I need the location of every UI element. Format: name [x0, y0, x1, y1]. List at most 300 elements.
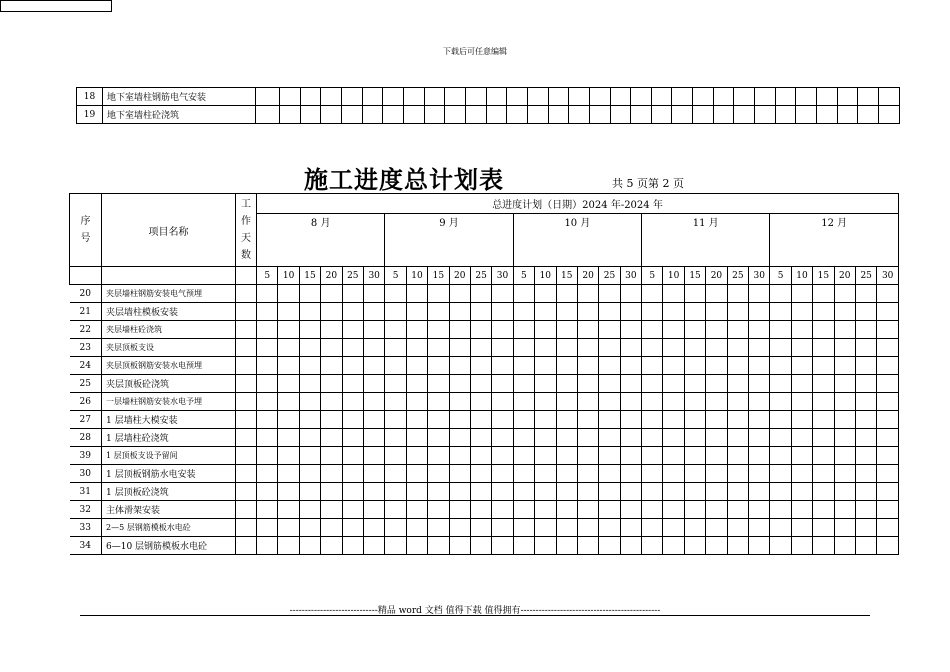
- gantt-cell: [813, 303, 834, 321]
- gantt-cell: [257, 303, 278, 321]
- gantt-cell: [406, 339, 427, 357]
- gantt-cell: [770, 519, 791, 537]
- gantt-cell: [342, 447, 363, 465]
- gantt-cell: [642, 537, 663, 555]
- gantt-cell: [577, 375, 598, 393]
- table-row: [70, 411, 899, 429]
- gantt-cell: [813, 411, 834, 429]
- gantt-cell: [321, 411, 342, 429]
- gantt-cell: [749, 465, 770, 483]
- table-row: [70, 285, 899, 303]
- gantt-cell: [877, 429, 899, 447]
- gantt-cell: [672, 106, 693, 124]
- gantt-cell: [663, 285, 684, 303]
- gantt-cell: [280, 88, 301, 106]
- gantt-cell: [362, 106, 383, 124]
- gantt-cell: [642, 339, 663, 357]
- gantt-cell: [727, 285, 748, 303]
- gantt-cell: [642, 321, 663, 339]
- gantt-cell: [383, 88, 404, 106]
- gantt-cell: [663, 519, 684, 537]
- month-header: 8 月: [257, 214, 385, 267]
- gantt-cell: [535, 483, 556, 501]
- row-number: 26: [70, 393, 102, 411]
- gantt-cell: [620, 501, 641, 519]
- gantt-cell: [428, 519, 449, 537]
- gantt-cell: [299, 483, 320, 501]
- gantt-cell: [791, 501, 812, 519]
- gantt-cell: [813, 447, 834, 465]
- carry-row: [77, 106, 900, 124]
- gantt-cell: [492, 465, 513, 483]
- gantt-cell: [834, 285, 855, 303]
- gantt-cell: [663, 465, 684, 483]
- gantt-cell: [278, 375, 299, 393]
- gantt-cell: [855, 483, 876, 501]
- gantt-cell: [577, 285, 598, 303]
- gantt-cell: [299, 393, 320, 411]
- gantt-cell: [684, 357, 705, 375]
- day-tick: 20: [834, 267, 855, 285]
- gantt-cell: [855, 393, 876, 411]
- gantt-cell: [363, 321, 384, 339]
- gantt-cell: [663, 447, 684, 465]
- page-info: 共 5 页第 2 页: [612, 177, 684, 190]
- header-note: 下载后可任意编辑: [443, 47, 507, 56]
- gantt-cell: [513, 375, 534, 393]
- gantt-cell: [855, 501, 876, 519]
- gantt-cell: [770, 429, 791, 447]
- gantt-cell: [257, 375, 278, 393]
- day-tick: 15: [299, 267, 320, 285]
- gantt-cell: [727, 357, 748, 375]
- gantt-cell: [791, 519, 812, 537]
- gantt-cell: [470, 483, 491, 501]
- gantt-cell: [599, 447, 620, 465]
- gantt-cell: [257, 429, 278, 447]
- gantt-cell: [299, 501, 320, 519]
- gantt-cell: [406, 321, 427, 339]
- gantt-cell: [278, 411, 299, 429]
- gantt-cell: [513, 501, 534, 519]
- gantt-cell: [684, 537, 705, 555]
- gantt-cell: [713, 88, 734, 106]
- gantt-cell: [321, 429, 342, 447]
- gantt-cell: [834, 501, 855, 519]
- gantt-cell: [834, 339, 855, 357]
- gantt-cell: [684, 285, 705, 303]
- gantt-cell: [706, 375, 727, 393]
- gantt-cell: [791, 411, 812, 429]
- gantt-cell: [791, 483, 812, 501]
- gantt-cell: [363, 537, 384, 555]
- gantt-cell: [556, 339, 577, 357]
- gantt-cell: [834, 465, 855, 483]
- gantt-cell: [342, 501, 363, 519]
- day-tick: 20: [706, 267, 727, 285]
- gantt-cell: [727, 483, 748, 501]
- gantt-cell: [813, 321, 834, 339]
- gantt-cell: [465, 106, 486, 124]
- gantt-cell: [813, 519, 834, 537]
- gantt-cell: [791, 537, 812, 555]
- gantt-cell: [877, 465, 899, 483]
- row-number: 20: [70, 285, 102, 303]
- gantt-cell: [556, 501, 577, 519]
- month-header: 10 月: [513, 214, 641, 267]
- gantt-cell: [278, 447, 299, 465]
- gantt-cell: [299, 357, 320, 375]
- gantt-cell: [770, 303, 791, 321]
- gantt-cell: [257, 357, 278, 375]
- gantt-cell: [642, 303, 663, 321]
- gantt-cell: [321, 519, 342, 537]
- gantt-cell: [342, 483, 363, 501]
- gantt-cell: [855, 519, 876, 537]
- gantt-cell: [449, 519, 470, 537]
- gantt-cell: [706, 501, 727, 519]
- gantt-cell: [385, 357, 406, 375]
- carry-over-table: [76, 87, 900, 124]
- gantt-cell: [620, 411, 641, 429]
- gantt-cell: [663, 357, 684, 375]
- row-number: 28: [70, 429, 102, 447]
- gantt-cell: [556, 393, 577, 411]
- gantt-cell: [631, 106, 652, 124]
- gantt-cell: [257, 393, 278, 411]
- day-tick: 25: [855, 267, 876, 285]
- row-number: 19: [77, 106, 103, 124]
- gantt-cell: [513, 285, 534, 303]
- day-tick: 10: [791, 267, 812, 285]
- gantt-cell: [749, 285, 770, 303]
- gantt-cell: [684, 483, 705, 501]
- gantt-cell: [449, 537, 470, 555]
- schedule-table: [69, 193, 899, 555]
- work-days-cell: [236, 303, 257, 321]
- gantt-cell: [363, 339, 384, 357]
- gantt-cell: [406, 537, 427, 555]
- gantt-cell: [620, 357, 641, 375]
- gantt-cell: [321, 501, 342, 519]
- gantt-cell: [569, 106, 590, 124]
- gantt-cell: [791, 303, 812, 321]
- gantt-cell: [257, 501, 278, 519]
- gantt-cell: [406, 357, 427, 375]
- gantt-cell: [599, 429, 620, 447]
- gantt-cell: [879, 106, 900, 124]
- gantt-cell: [834, 375, 855, 393]
- gantt-cell: [713, 106, 734, 124]
- gantt-cell: [837, 88, 858, 106]
- gantt-cell: [299, 375, 320, 393]
- gantt-cell: [556, 465, 577, 483]
- gantt-cell: [492, 501, 513, 519]
- day-tick: 10: [663, 267, 684, 285]
- gantt-cell: [535, 501, 556, 519]
- gantt-cell: [300, 88, 321, 106]
- gantt-cell: [321, 375, 342, 393]
- gantt-cell: [470, 537, 491, 555]
- gantt-cell: [278, 465, 299, 483]
- gantt-cell: [406, 519, 427, 537]
- gantt-cell: [428, 411, 449, 429]
- gantt-cell: [278, 483, 299, 501]
- gantt-cell: [599, 465, 620, 483]
- gantt-cell: [599, 339, 620, 357]
- gantt-cell: [706, 339, 727, 357]
- gantt-cell: [492, 429, 513, 447]
- gantt-cell: [341, 106, 362, 124]
- gantt-cell: [385, 447, 406, 465]
- gantt-cell: [527, 88, 548, 106]
- gantt-cell: [620, 429, 641, 447]
- gantt-cell: [299, 321, 320, 339]
- gantt-cell: [791, 321, 812, 339]
- gantt-cell: [684, 447, 705, 465]
- gantt-cell: [535, 285, 556, 303]
- gantt-cell: [837, 106, 858, 124]
- row-task-name: 1 层墙柱大模安装: [102, 411, 236, 429]
- gantt-cell: [486, 106, 507, 124]
- gantt-cell: [663, 303, 684, 321]
- gantt-cell: [342, 285, 363, 303]
- gantt-cell: [770, 483, 791, 501]
- day-tick: 20: [449, 267, 470, 285]
- gantt-cell: [620, 321, 641, 339]
- gantt-cell: [556, 375, 577, 393]
- day-tick: 30: [620, 267, 641, 285]
- gantt-cell: [706, 447, 727, 465]
- day-tick: 30: [492, 267, 513, 285]
- name-header: 项目名称: [102, 194, 236, 267]
- gantt-cell: [684, 501, 705, 519]
- gantt-cell: [651, 88, 672, 106]
- gantt-cell: [470, 285, 491, 303]
- gantt-cell: [813, 357, 834, 375]
- gantt-cell: [470, 339, 491, 357]
- gantt-cell: [299, 447, 320, 465]
- gantt-cell: [257, 483, 278, 501]
- gantt-cell: [492, 393, 513, 411]
- gantt-cell: [406, 483, 427, 501]
- blank-header-cell: [70, 267, 102, 285]
- table-row: [70, 375, 899, 393]
- gantt-cell: [684, 465, 705, 483]
- gantt-cell: [577, 303, 598, 321]
- gantt-cell: [428, 465, 449, 483]
- gantt-cell: [257, 285, 278, 303]
- gantt-cell: [706, 537, 727, 555]
- gantt-cell: [577, 519, 598, 537]
- gantt-cell: [385, 429, 406, 447]
- gantt-cell: [855, 465, 876, 483]
- work-days-cell: [236, 375, 257, 393]
- gantt-cell: [428, 303, 449, 321]
- gantt-cell: [813, 393, 834, 411]
- row-task-name: 夹层顶板砼浇筑: [102, 375, 236, 393]
- day-tick: 10: [535, 267, 556, 285]
- gantt-cell: [535, 537, 556, 555]
- table-row: [70, 393, 899, 411]
- gantt-cell: [589, 106, 610, 124]
- work-days-cell: [236, 465, 257, 483]
- gantt-cell: [770, 447, 791, 465]
- gantt-cell: [727, 411, 748, 429]
- gantt-cell: [342, 321, 363, 339]
- row-number: 25: [70, 375, 102, 393]
- gantt-cell: [513, 357, 534, 375]
- gantt-cell: [749, 375, 770, 393]
- gantt-cell: [470, 375, 491, 393]
- gantt-cell: [684, 429, 705, 447]
- plan-header: 总进度计划（日期）2024 年-2024 年: [257, 194, 899, 214]
- row-number: 32: [70, 501, 102, 519]
- gantt-cell: [672, 88, 693, 106]
- gantt-cell: [663, 393, 684, 411]
- gantt-cell: [363, 447, 384, 465]
- gantt-cell: [663, 411, 684, 429]
- gantt-cell: [492, 483, 513, 501]
- gantt-cell: [321, 465, 342, 483]
- carry-row: [77, 88, 900, 106]
- gantt-cell: [492, 411, 513, 429]
- gantt-cell: [620, 465, 641, 483]
- gantt-cell: [470, 411, 491, 429]
- gantt-cell: [321, 321, 342, 339]
- day-tick: 5: [770, 267, 791, 285]
- gantt-cell: [684, 519, 705, 537]
- gantt-cell: [385, 519, 406, 537]
- gantt-cell: [684, 303, 705, 321]
- gantt-cell: [445, 88, 466, 106]
- gantt-cell: [556, 519, 577, 537]
- gantt-cell: [513, 465, 534, 483]
- gantt-cell: [257, 519, 278, 537]
- gantt-cell: [428, 357, 449, 375]
- row-task-name: 2—5 层钢筋模板水电砼: [102, 519, 236, 537]
- gantt-cell: [449, 321, 470, 339]
- gantt-cell: [385, 375, 406, 393]
- gantt-cell: [620, 519, 641, 537]
- gantt-cell: [556, 447, 577, 465]
- row-task-name: 1 层顶板砼浇筑: [102, 483, 236, 501]
- gantt-cell: [299, 339, 320, 357]
- gantt-cell: [855, 537, 876, 555]
- gantt-cell: [556, 537, 577, 555]
- gantt-cell: [257, 465, 278, 483]
- gantt-cell: [385, 285, 406, 303]
- row-number: 33: [70, 519, 102, 537]
- gantt-cell: [507, 88, 528, 106]
- gantt-cell: [855, 285, 876, 303]
- gantt-cell: [817, 106, 838, 124]
- gantt-cell: [363, 465, 384, 483]
- table-row: [70, 339, 899, 357]
- gantt-cell: [706, 285, 727, 303]
- gantt-cell: [755, 106, 776, 124]
- row-task-name: 主体滑架安装: [102, 501, 236, 519]
- gantt-cell: [556, 321, 577, 339]
- gantt-cell: [385, 537, 406, 555]
- gantt-cell: [535, 357, 556, 375]
- gantt-cell: [577, 429, 598, 447]
- gantt-cell: [599, 357, 620, 375]
- gantt-cell: [556, 411, 577, 429]
- gantt-cell: [770, 393, 791, 411]
- gantt-cell: [620, 375, 641, 393]
- gantt-cell: [449, 447, 470, 465]
- work-days-cell: [236, 429, 257, 447]
- row-number: 39: [70, 447, 102, 465]
- gantt-cell: [663, 501, 684, 519]
- gantt-cell: [599, 519, 620, 537]
- gantt-cell: [321, 483, 342, 501]
- day-tick: 5: [513, 267, 534, 285]
- gantt-cell: [834, 303, 855, 321]
- gantt-cell: [299, 519, 320, 537]
- row-task-name: 1 层顶板钢筋水电安装: [102, 465, 236, 483]
- gantt-cell: [855, 429, 876, 447]
- gantt-cell: [428, 483, 449, 501]
- gantt-cell: [470, 447, 491, 465]
- gantt-cell: [278, 501, 299, 519]
- gantt-cell: [492, 375, 513, 393]
- gantt-cell: [599, 501, 620, 519]
- gantt-cell: [663, 375, 684, 393]
- gantt-cell: [321, 285, 342, 303]
- gantt-cell: [535, 303, 556, 321]
- gantt-cell: [749, 429, 770, 447]
- gantt-cell: [663, 537, 684, 555]
- table-row: [70, 321, 899, 339]
- footer-line: [80, 615, 870, 616]
- gantt-cell: [877, 447, 899, 465]
- day-tick: 25: [470, 267, 491, 285]
- gantt-cell: [834, 447, 855, 465]
- gantt-cell: [791, 447, 812, 465]
- gantt-cell: [278, 357, 299, 375]
- table-row: [70, 537, 899, 555]
- gantt-cell: [470, 321, 491, 339]
- gantt-cell: [684, 321, 705, 339]
- gantt-cell: [424, 106, 445, 124]
- gantt-cell: [535, 429, 556, 447]
- gantt-cell: [817, 88, 838, 106]
- gantt-cell: [428, 537, 449, 555]
- gantt-cell: [877, 537, 899, 555]
- day-tick: 10: [278, 267, 299, 285]
- gantt-cell: [577, 339, 598, 357]
- gantt-cell: [834, 321, 855, 339]
- gantt-cell: [299, 537, 320, 555]
- row-number: 31: [70, 483, 102, 501]
- day-tick: 5: [642, 267, 663, 285]
- gantt-cell: [706, 411, 727, 429]
- gantt-cell: [406, 411, 427, 429]
- gantt-cell: [877, 501, 899, 519]
- gantt-cell: [406, 447, 427, 465]
- gantt-cell: [663, 339, 684, 357]
- gantt-cell: [424, 88, 445, 106]
- gantt-cell: [556, 285, 577, 303]
- day-tick: 5: [257, 267, 278, 285]
- day-tick: 30: [749, 267, 770, 285]
- gantt-cell: [449, 411, 470, 429]
- gantt-cell: [813, 285, 834, 303]
- gantt-cell: [299, 411, 320, 429]
- gantt-cell: [299, 465, 320, 483]
